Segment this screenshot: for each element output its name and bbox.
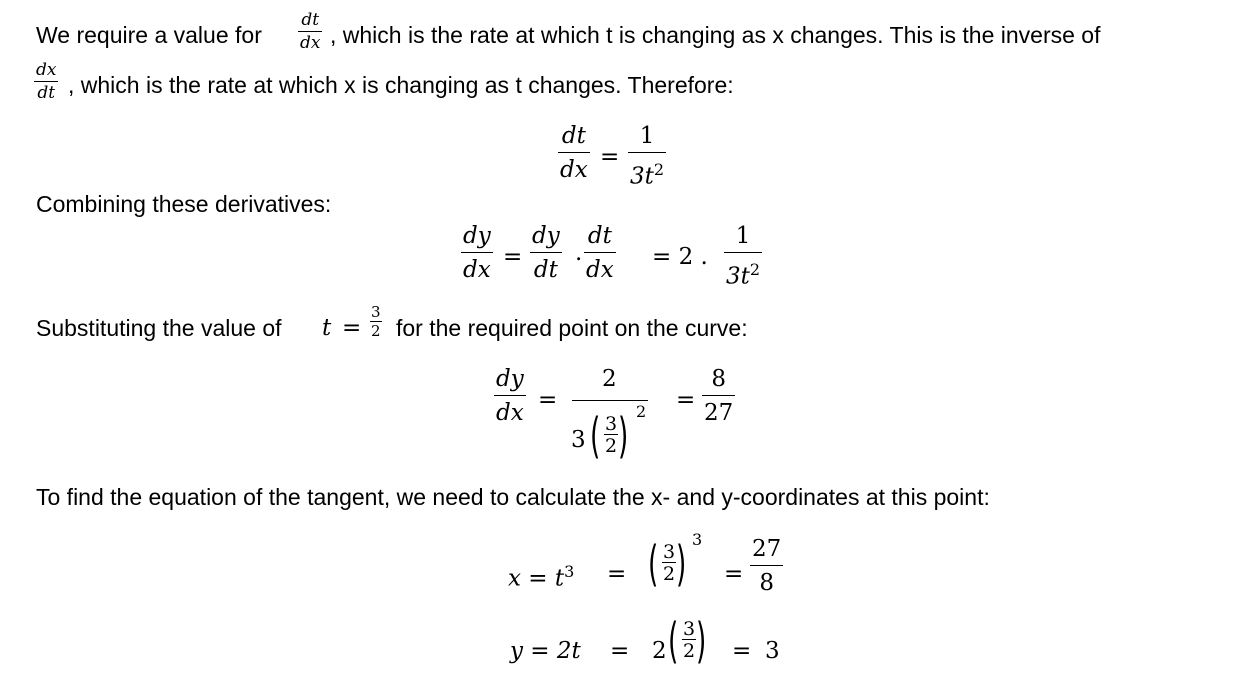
denominator-base: 3t [630,163,654,190]
denominator-exponent: 2 [653,160,665,179]
fraction-denominator [628,158,666,189]
eq4-lhs [508,559,574,592]
eq5-equals-result: = [732,638,752,664]
combining-label: Combining these derivatives: [36,191,332,217]
eq5-equals: = [610,638,630,664]
fraction-denominator: dx [496,400,524,426]
fraction-bar [724,252,762,253]
fraction-numerator: dy [496,366,524,392]
fraction-numerator: dy [463,223,491,249]
fraction-denominator: dx [586,257,614,283]
fraction-numerator: 27 [752,536,782,562]
fraction-bar [584,252,616,253]
eq3-left-paren: ( [590,408,601,464]
eq2-equals-two: = 2 . [652,244,708,270]
fraction-numerator: 3 [371,303,381,321]
eq5-coefficient: 2 [652,638,667,664]
fraction-bar [494,395,526,396]
para2-fraction-dx-dt [34,62,58,102]
fraction-bar [702,395,735,396]
eq4-left-paren: ( [648,536,659,592]
eq1-lhs-fraction [558,124,590,182]
fraction-bar [530,252,562,253]
eq4-lhs-exponent: 3 [564,562,575,581]
fraction-numerator: dx [36,60,57,80]
eq2-dt-dx-fraction [584,224,616,282]
eq3-denominator-coefficient: 3 [571,427,586,453]
eq4-result-fraction [750,537,783,595]
fraction-bar [628,152,666,153]
tangent-sentence: To find the equation of the tangent, we need to calculate the x- and y-coordinates at this point: [36,484,990,510]
eq4-exponent: 3 [692,530,703,549]
eq3-numerator: 2 [602,366,617,392]
substituting-variable: t [322,315,332,341]
substituting-fraction [370,305,382,339]
eq5-lhs: y = 2t [510,638,581,664]
eq2-lhs-fraction [461,224,493,282]
fraction-denominator: dx [560,157,588,183]
eq1-rhs-fraction [628,124,666,189]
denominator-base: 3t [726,263,750,290]
para1-text-before: We require a value for [36,22,262,48]
para1-text-after: , which is the rate at which t is changing as x changes. This is the inverse of [330,22,1101,48]
eq4-right-paren: ) [676,536,687,592]
fraction-numerator: dt [561,123,586,149]
eq3-equals: = [538,387,558,413]
eq4-equals-result: = [724,561,744,587]
fraction-denominator: dx [463,257,491,283]
fraction-bar [558,152,590,153]
substituting-text-after: for the required point on the curve: [396,315,748,341]
fraction-numerator: 3 [683,618,696,640]
fraction-numerator: dt [587,223,612,249]
eq2-dy-dt-fraction [530,224,562,282]
fraction-numerator: 8 [711,366,726,392]
para1-fraction-dt-dx [298,12,322,52]
eq1-equals: = [600,144,620,170]
fraction-denominator: dt [533,257,558,283]
fraction-denominator: 8 [759,570,774,596]
eq5-result: 3 [765,638,780,664]
fraction-denominator: 2 [663,563,676,585]
fraction-numerator: 1 [735,223,751,249]
fraction-denominator: 2 [371,322,381,340]
substituting-equals: = [342,315,362,341]
fraction-bar [461,252,493,253]
fraction-denominator: 2 [605,435,618,457]
fraction-denominator: 2 [683,640,696,662]
eq2-equals: = [503,244,523,270]
fraction-numerator: 3 [663,541,676,563]
eq4-lhs-expression: x = t [508,565,565,592]
eq3-inner-fraction [604,415,618,455]
fraction-bar [750,565,783,566]
fraction-denominator: 27 [704,400,734,426]
para2-text: , which is the rate at which x is changing as t changes. Therefore: [68,72,734,98]
fraction-numerator: 1 [639,123,655,149]
eq5-left-paren: ( [668,613,679,669]
fraction-numerator: dy [532,223,560,249]
eq3-right-paren: ) [618,408,629,464]
eq2-dot: . [575,240,583,266]
eq5-inner-fraction [682,620,696,660]
fraction-numerator: dt [301,10,320,30]
eq5-right-paren: ) [696,613,707,669]
fraction-denominator: dx [300,33,321,53]
fraction-bar [34,81,58,82]
fraction-bar [298,31,322,32]
eq3-lhs-fraction [494,367,526,425]
eq4-inner-fraction [662,543,676,583]
eq3-equals-result: = [676,387,696,413]
eq3-exponent: 2 [636,402,647,421]
fraction-denominator: dt [37,83,56,103]
eq4-equals: = [607,561,627,587]
eq3-main-fraction-bar [572,400,648,401]
eq3-result-fraction [702,367,735,425]
denominator-exponent: 2 [749,260,761,279]
fraction-numerator: 3 [605,413,618,435]
fraction-denominator [724,258,762,289]
eq2-one-over-3t2-fraction [724,224,762,289]
substituting-text-before: Substituting the value of [36,315,282,341]
